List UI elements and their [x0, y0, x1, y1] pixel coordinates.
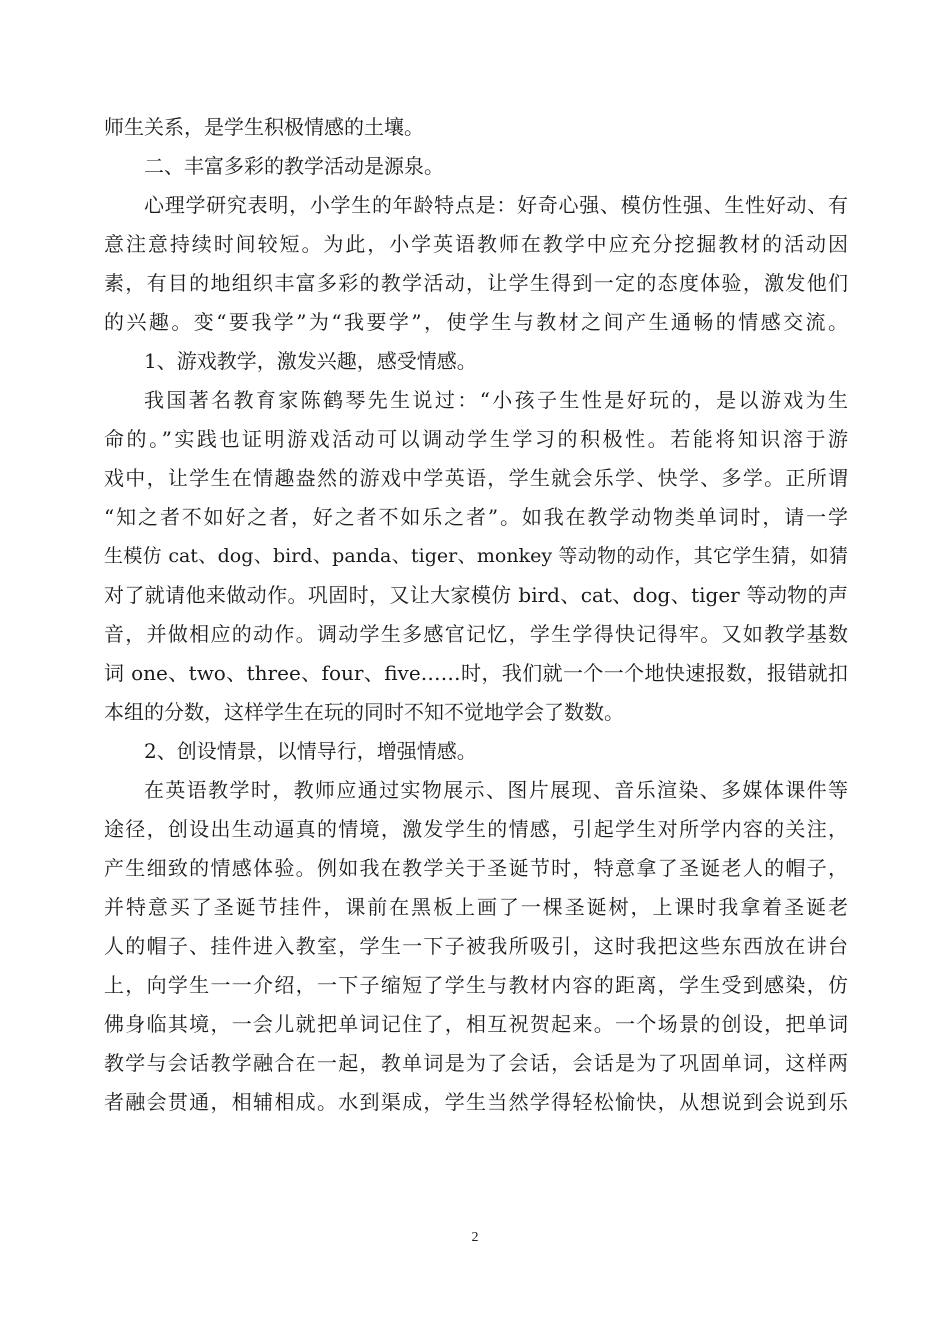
text-line: 上，向学生一一介绍，一下子缩短了学生与教材内容的距离，学生受到感染，仿: [104, 973, 848, 997]
text-line: 命的。”实践也证明游戏活动可以调动学生学习的积极性。若能将知识溶于游: [104, 427, 848, 451]
text-line: 意注意持续时间较短。为此，小学英语教师在教学中应充分挖掘教材的活动因: [104, 232, 848, 256]
text-line: 2、创设情景，以情导行，增强情感。: [144, 739, 477, 763]
text-line: 在英语教学时，教师应通过实物展示、图片展现、音乐渲染、多媒体课件等: [144, 778, 848, 802]
text-line: 二、丰富多彩的教学活动是源泉。: [144, 154, 444, 178]
document-body: [104, 108, 848, 1122]
text-line: 本组的分数，这样学生在玩的同时不知不觉地学会了数数。: [104, 700, 624, 724]
text-line: 我国著名教育家陈鹤琴先生说过：“小孩子生性是好玩的，是以游戏为生: [144, 388, 848, 412]
text-line: 教学与会话教学融合在一起，教单词是为了会话，会话是为了巩固单词，这样两: [104, 1051, 848, 1075]
text-line: 音，并做相应的动作。调动学生多感官记忆，学生学得快记得牢。又如教学基数: [104, 622, 848, 646]
text-line: 师生关系，是学生积极情感的土壤。: [104, 115, 424, 139]
text-line: 生模仿 cat、dog、bird、panda、tiger、monkey 等动物的动作，其它学生猜，如猜: [104, 545, 848, 567]
text-line: 的兴趣。变“要我学”为“我要学”，使学生与教材之间产生通畅的情感交流。: [104, 310, 848, 334]
text-line: 人的帽子、挂件进入教室，学生一下子被我所吸引，这时我把这些东西放在讲台: [104, 934, 848, 958]
text-line: 对了就请他来做动作。巩固时，又让大家模仿 bird、cat、dog、tiger 等动物的声: [104, 583, 848, 607]
text-line: 佛身临其境，一会儿就把单词记住了，相互祝贺起来。一个场景的创设，把单词: [104, 1012, 848, 1036]
text-line: 1、游戏教学，激发兴趣，感受情感。: [144, 349, 477, 373]
text-line: 产生细致的情感体验。例如我在教学关于圣诞节时，特意拿了圣诞老人的帽子，: [104, 856, 848, 880]
text-line: 心理学研究表明，小学生的年龄特点是：好奇心强、模仿性强、生性好动、有: [144, 193, 848, 217]
text-line: 者融会贯通，相辅相成。水到渠成，学生当然学得轻松愉快，从想说到会说到乐: [104, 1090, 848, 1114]
text-line: 素，有目的地组织丰富多彩的教学活动，让学生得到一定的态度体验，激发他们: [104, 271, 848, 295]
text-line: 词 one、two、three、four、five……时，我们就一个一个地快速报数，报错就扣: [104, 661, 848, 685]
text-line: “知之者不如好之者，好之者不如乐之者”。如我在教学动物类单词时，请一学: [104, 505, 848, 529]
text-line: 戏中，让学生在情趣盎然的游戏中学英语，学生就会乐学、快学、多学。正所谓: [104, 466, 848, 490]
text-line: 途径，创设出生动逼真的情境，激发学生的情感，引起学生对所学内容的关注，: [104, 817, 848, 841]
page-number: 2: [471, 1230, 479, 1245]
text-line: 并特意买了圣诞节挂件，课前在黑板上画了一棵圣诞树，上课时我拿着圣诞老: [104, 895, 848, 919]
